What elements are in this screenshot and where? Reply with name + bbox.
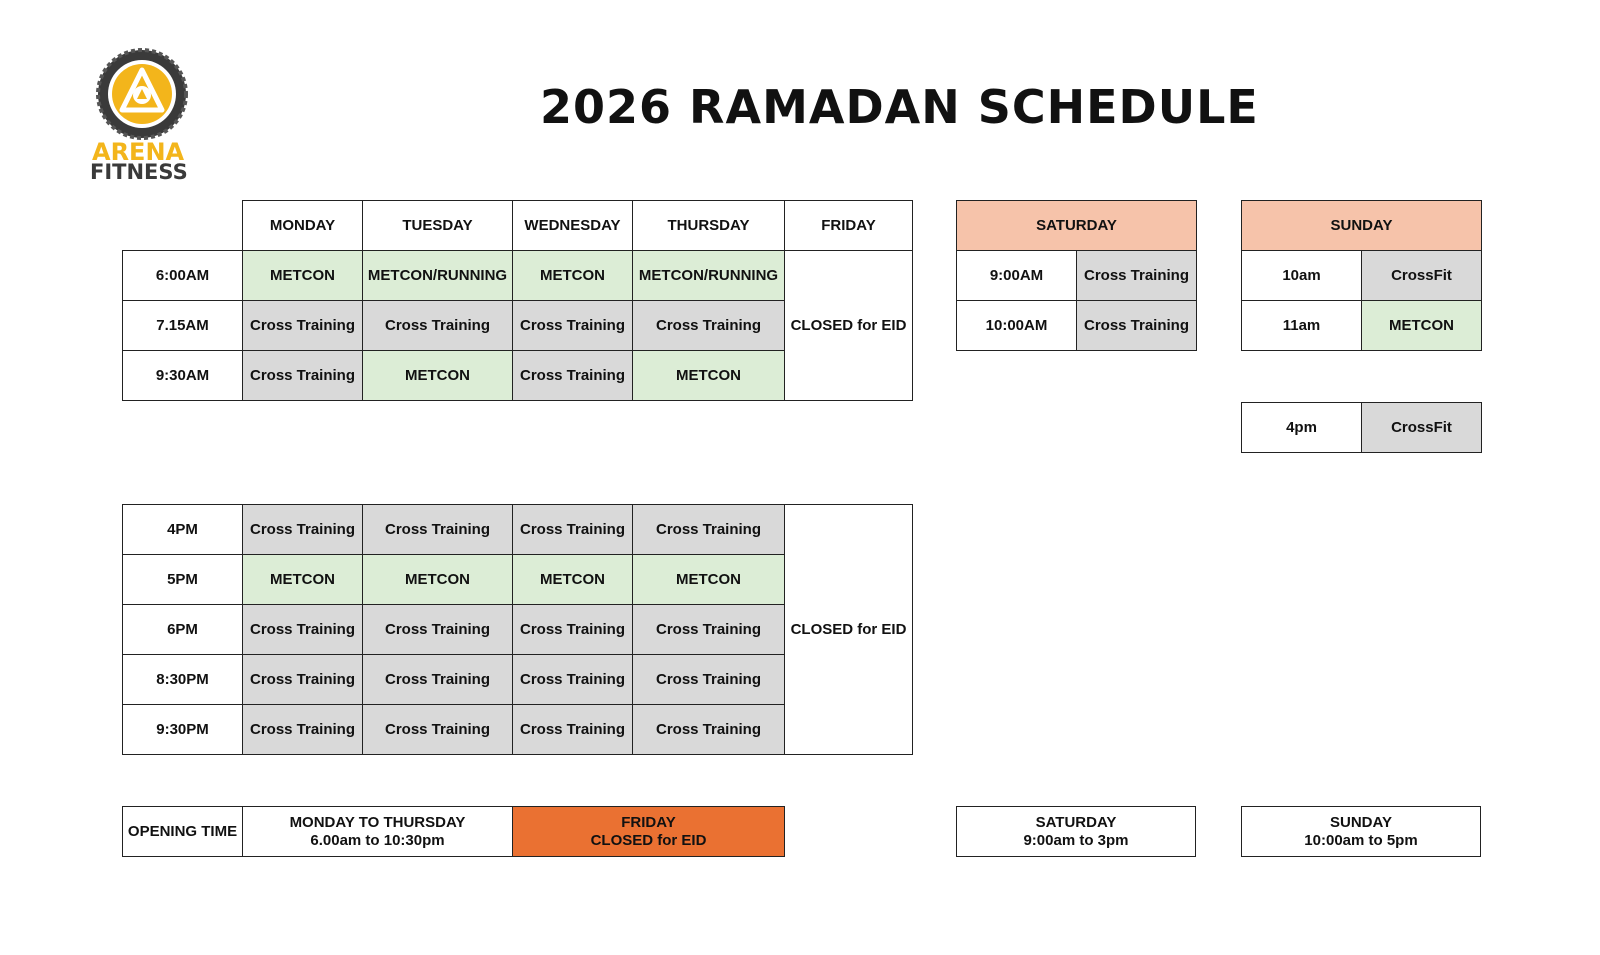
opening-friday-day: FRIDAY bbox=[621, 813, 676, 831]
opening-sunday-day: SUNDAY bbox=[1330, 813, 1392, 831]
class-cell: CrossFit bbox=[1362, 251, 1482, 301]
class-cell: Cross Training bbox=[1077, 301, 1197, 351]
class-cell: METCON bbox=[363, 351, 513, 401]
opening-sunday bbox=[1242, 807, 1481, 857]
weekday-header-row bbox=[123, 201, 913, 251]
class-cell: Cross Training bbox=[633, 655, 785, 705]
class-cell: METCON bbox=[513, 555, 633, 605]
schedule-row bbox=[1242, 403, 1482, 453]
arena-fitness-logo bbox=[90, 48, 198, 183]
class-cell: Cross Training bbox=[633, 705, 785, 755]
class-cell: Cross Training bbox=[363, 505, 513, 555]
day-header-tuesday: TUESDAY bbox=[363, 201, 513, 251]
class-cell: Cross Training bbox=[513, 655, 633, 705]
class-cell: Cross Training bbox=[513, 351, 633, 401]
class-cell: Cross Training bbox=[243, 301, 363, 351]
time-cell: 10:00AM bbox=[957, 301, 1077, 351]
class-cell: METCON bbox=[1362, 301, 1482, 351]
weekday-morning-schedule bbox=[122, 200, 913, 401]
day-header-thursday: THURSDAY bbox=[633, 201, 785, 251]
sunday-schedule bbox=[1241, 200, 1482, 351]
class-cell: Cross Training bbox=[633, 605, 785, 655]
day-header-wednesday: WEDNESDAY bbox=[513, 201, 633, 251]
saturday-header: SATURDAY bbox=[957, 201, 1197, 251]
class-cell: Cross Training bbox=[243, 505, 363, 555]
class-cell: Cross Training bbox=[243, 705, 363, 755]
opening-friday bbox=[513, 807, 785, 857]
logo-word-arena: ARENA bbox=[92, 138, 185, 166]
class-cell: Cross Training bbox=[633, 505, 785, 555]
class-cell: Cross Training bbox=[1077, 251, 1197, 301]
class-cell: Cross Training bbox=[513, 505, 633, 555]
time-cell: 6:00AM bbox=[123, 251, 243, 301]
schedule-row bbox=[1242, 251, 1482, 301]
day-header-monday: MONDAY bbox=[243, 201, 363, 251]
class-cell: Cross Training bbox=[243, 605, 363, 655]
class-cell: METCON bbox=[633, 351, 785, 401]
opening-mon-thu-days: MONDAY TO THURSDAY bbox=[289, 813, 466, 831]
opening-mon-thu-hours: 6.00am to 10:30pm bbox=[310, 831, 445, 849]
time-cell: 6PM bbox=[123, 605, 243, 655]
opening-times-weekday bbox=[122, 806, 785, 857]
time-cell: 11am bbox=[1242, 301, 1362, 351]
weekday-evening-schedule bbox=[122, 504, 913, 755]
time-cell: 8:30PM bbox=[123, 655, 243, 705]
schedule-row bbox=[1242, 301, 1482, 351]
opening-sunday-hours: 10:00am to 5pm bbox=[1304, 831, 1418, 849]
page-title: 2026 RAMADAN SCHEDULE bbox=[540, 80, 1259, 134]
schedule-row bbox=[957, 301, 1197, 351]
opening-time-row bbox=[123, 807, 785, 857]
saturday-schedule bbox=[956, 200, 1197, 351]
opening-time-label: OPENING TIME bbox=[123, 807, 243, 857]
opening-friday-note: CLOSED for EID bbox=[590, 831, 707, 849]
sunday-header: SUNDAY bbox=[1242, 201, 1482, 251]
friday-closed-cell: CLOSED for EID bbox=[785, 505, 913, 755]
class-cell: Cross Training bbox=[513, 705, 633, 755]
time-cell: 10am bbox=[1242, 251, 1362, 301]
class-cell: CrossFit bbox=[1362, 403, 1482, 453]
schedule-row bbox=[123, 251, 913, 301]
time-cell: 4PM bbox=[123, 505, 243, 555]
day-header-friday: FRIDAY bbox=[785, 201, 913, 251]
class-cell: Cross Training bbox=[363, 705, 513, 755]
class-cell: METCON bbox=[243, 555, 363, 605]
time-cell: 9:00AM bbox=[957, 251, 1077, 301]
time-cell: 5PM bbox=[123, 555, 243, 605]
class-cell: METCON bbox=[513, 251, 633, 301]
class-cell: Cross Training bbox=[363, 605, 513, 655]
class-cell: METCON bbox=[363, 555, 513, 605]
opening-mon-thu bbox=[243, 807, 513, 857]
friday-closed-cell: CLOSED for EID bbox=[785, 251, 913, 401]
class-cell: Cross Training bbox=[243, 655, 363, 705]
logo-emblem-icon bbox=[94, 48, 194, 142]
time-cell: 4pm bbox=[1242, 403, 1362, 453]
opening-times-sunday bbox=[1241, 806, 1481, 857]
opening-saturday-day: SATURDAY bbox=[1035, 813, 1117, 831]
empty-corner-cell bbox=[123, 201, 243, 251]
class-cell: Cross Training bbox=[513, 605, 633, 655]
class-cell: METCON/RUNNING bbox=[363, 251, 513, 301]
opening-saturday bbox=[957, 807, 1196, 857]
class-cell: METCON bbox=[633, 555, 785, 605]
class-cell: Cross Training bbox=[513, 301, 633, 351]
opening-times-saturday bbox=[956, 806, 1196, 857]
class-cell: METCON bbox=[243, 251, 363, 301]
sunday-afternoon-schedule bbox=[1241, 402, 1482, 453]
time-cell: 9:30PM bbox=[123, 705, 243, 755]
logo-word-fitness: FITNESS bbox=[90, 160, 188, 184]
class-cell: METCON/RUNNING bbox=[633, 251, 785, 301]
schedule-row bbox=[957, 251, 1197, 301]
class-cell: Cross Training bbox=[633, 301, 785, 351]
class-cell: Cross Training bbox=[243, 351, 363, 401]
class-cell: Cross Training bbox=[363, 655, 513, 705]
time-cell: 9:30AM bbox=[123, 351, 243, 401]
time-cell: 7.15AM bbox=[123, 301, 243, 351]
schedule-row bbox=[123, 505, 913, 555]
opening-saturday-hours: 9:00am to 3pm bbox=[1023, 831, 1129, 849]
class-cell: Cross Training bbox=[363, 301, 513, 351]
